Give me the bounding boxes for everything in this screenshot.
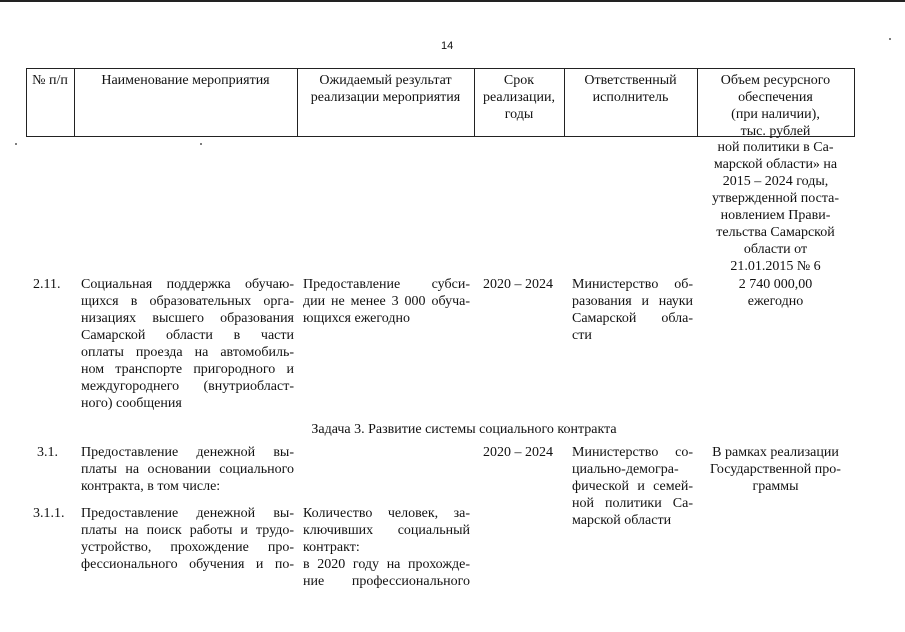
row-executor: Министерство со- циально-демогра- фической и семей- ной политики Са- марской области xyxy=(572,445,693,528)
header-col-result: Ожидаемый результат реализации мероприятия xyxy=(310,73,461,105)
row-volume: 2 740 000,00 ежегодно xyxy=(738,277,813,309)
row-number: 3.1.1. xyxy=(33,506,65,521)
row-term: 2020 – 2024 xyxy=(483,277,553,292)
row-executor: Министерство об- разования и науки Самарской обла- сти xyxy=(572,277,693,343)
row-term: 2020 – 2024 xyxy=(483,445,553,460)
header-col-term: Срок реализации, годы xyxy=(483,73,555,122)
row-name: Социальная поддержка обучаю- щихся в образовательных орга- низациях высшего образования Самарской области в части оплаты проезда на автомобиль- ном транспорте пригородного и междугороднего (внутриобласт- ного) сообщения xyxy=(81,277,294,411)
header-col-executor: Ответственный исполнитель xyxy=(584,73,677,105)
header-col-name: Наименование мероприятия xyxy=(101,73,270,88)
page-number: 14 xyxy=(441,40,454,52)
scan-speck xyxy=(15,143,17,145)
carryover-volume-text: ной политики в Са- марской области» на 2015 – 2024 годы, утвержденной поста- новлением Прави- тельства Самарской области от 21.01.2015 № 6 xyxy=(711,140,840,274)
header-col-volume: Объем ресурсного обеспечения (при наличии), тыс. рублей xyxy=(720,73,831,139)
scan-top-edge xyxy=(0,0,905,2)
row-volume: В рамках реализации Государственной про- граммы xyxy=(710,445,841,494)
scan-speck xyxy=(200,143,202,145)
scan-speck xyxy=(889,38,891,40)
task-heading: Задача 3. Развитие системы социального контракта xyxy=(311,422,617,437)
row-number: 2.11. xyxy=(33,277,61,292)
row-number: 3.1. xyxy=(37,445,58,460)
row-name: Предоставление денежной вы- платы на поиск работы и трудо- устройство, прохождение про- фессионального обучения и по- xyxy=(81,506,294,572)
row-result: Количество человек, за- ключивших социальный контракт: в 2020 году на прохожде- ние профессионального xyxy=(303,506,470,589)
row-name: Предоставление денежной вы- платы на основании социального контракта, в том числе: xyxy=(81,445,294,494)
header-col-number: № п/п xyxy=(32,73,68,88)
row-result: Предоставление субси- дии не менее 3 000 обуча- ющихся ежегодно xyxy=(303,277,470,326)
